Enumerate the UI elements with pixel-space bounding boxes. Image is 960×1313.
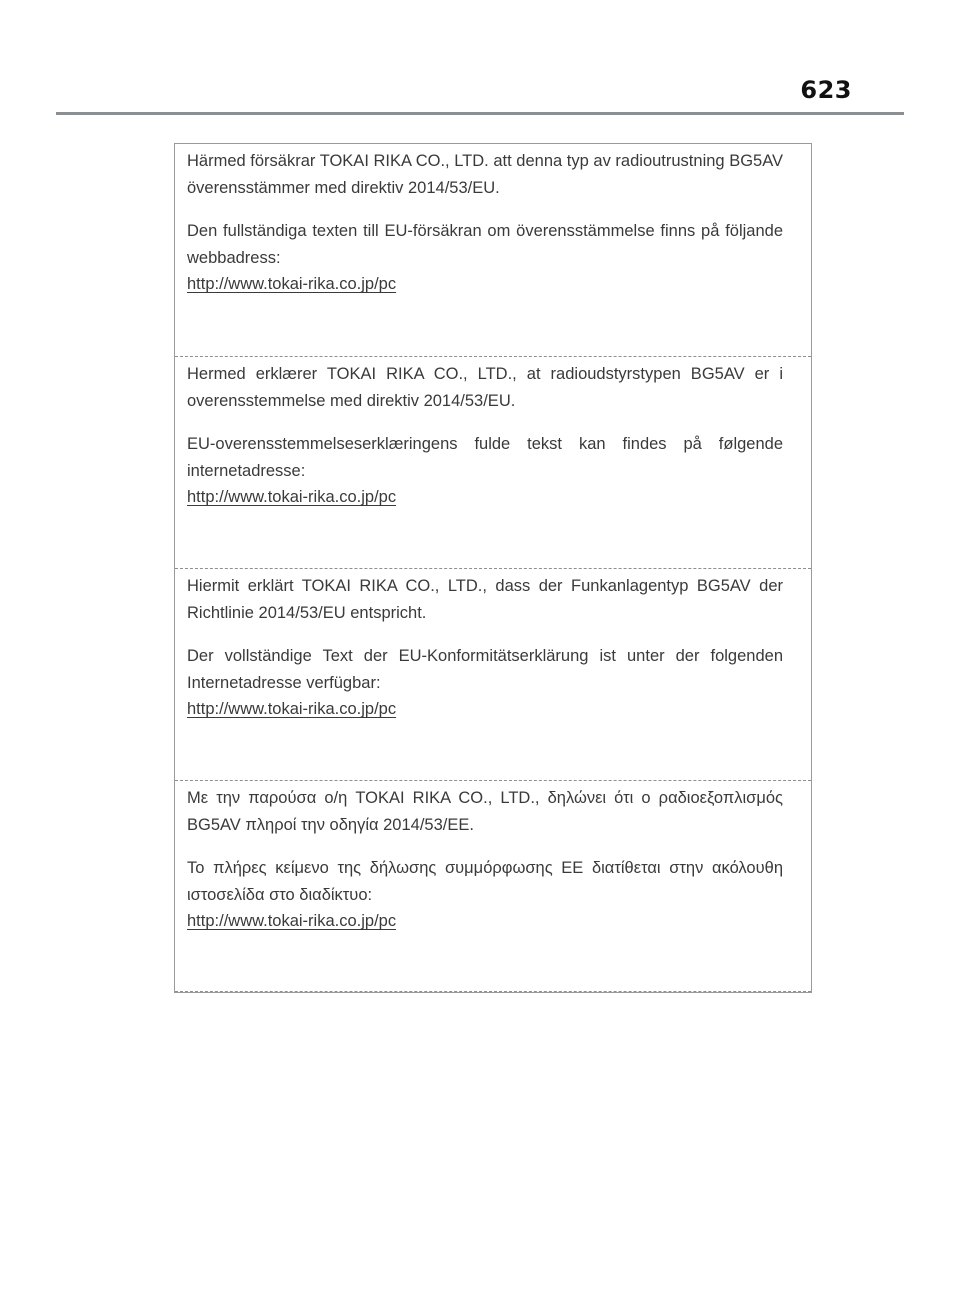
declaration-section-greek <box>175 781 811 992</box>
declaration-url-link[interactable]: http://www.tokai-rika.co.jp/pc <box>187 275 397 293</box>
declaration-statement: Härmed försäkrar TOKAI RIKA CO., LTD. att denna typ av radioutrustning BG5AV överensstämmer med direktiv 2014/53/EU. <box>187 152 783 197</box>
declaration-statement: Hiermit erklärt TOKAI RIKA CO., LTD., dass der Funkanlagentyp BG5AV der Richtlinie 2014/53/EU entspricht. <box>187 577 783 622</box>
page-number: 623 <box>800 76 852 104</box>
header-rule <box>56 112 904 115</box>
declaration-box <box>174 143 812 993</box>
declaration-statement: Με την παρούσα ο/η TOKAI RIKA CO., LTD., δηλώνει ότι ο ραδιοεξοπλισμός BG5AV πληροί την οδηγία 2014/53/ΕΕ. <box>187 789 783 834</box>
declaration-fulltext-note: Το πλήρες κείμενο της δήλωσης συμμόρφωσης ΕΕ διατίθεται στην ακόλουθη ιστοσελίδα στο διαδίκτυο: <box>187 859 783 904</box>
declaration-section-danish <box>175 357 811 569</box>
declaration-section-german <box>175 569 811 781</box>
declaration-fulltext-note: Den fullständiga texten till EU-försäkran om överensstämmelse finns på följande webbadress: <box>187 222 783 267</box>
declaration-statement: Hermed erklærer TOKAI RIKA CO., LTD., at radioudstyrstypen BG5AV er i overensstemmelse med direktiv 2014/53/EU. <box>187 365 783 410</box>
declaration-url-link[interactable]: http://www.tokai-rika.co.jp/pc <box>187 488 397 506</box>
declaration-url-link[interactable]: http://www.tokai-rika.co.jp/pc <box>187 700 397 718</box>
declaration-fulltext-note: Der vollständige Text der EU-Konformitätserklärung ist unter der folgenden Internetadresse verfügbar: <box>187 647 783 692</box>
declaration-fulltext-note: EU-overensstemmelseserklæringens fulde tekst kan findes på følgende internetadresse: <box>187 435 783 480</box>
declaration-section-swedish <box>175 144 811 357</box>
declaration-url-link[interactable]: http://www.tokai-rika.co.jp/pc <box>187 912 397 930</box>
